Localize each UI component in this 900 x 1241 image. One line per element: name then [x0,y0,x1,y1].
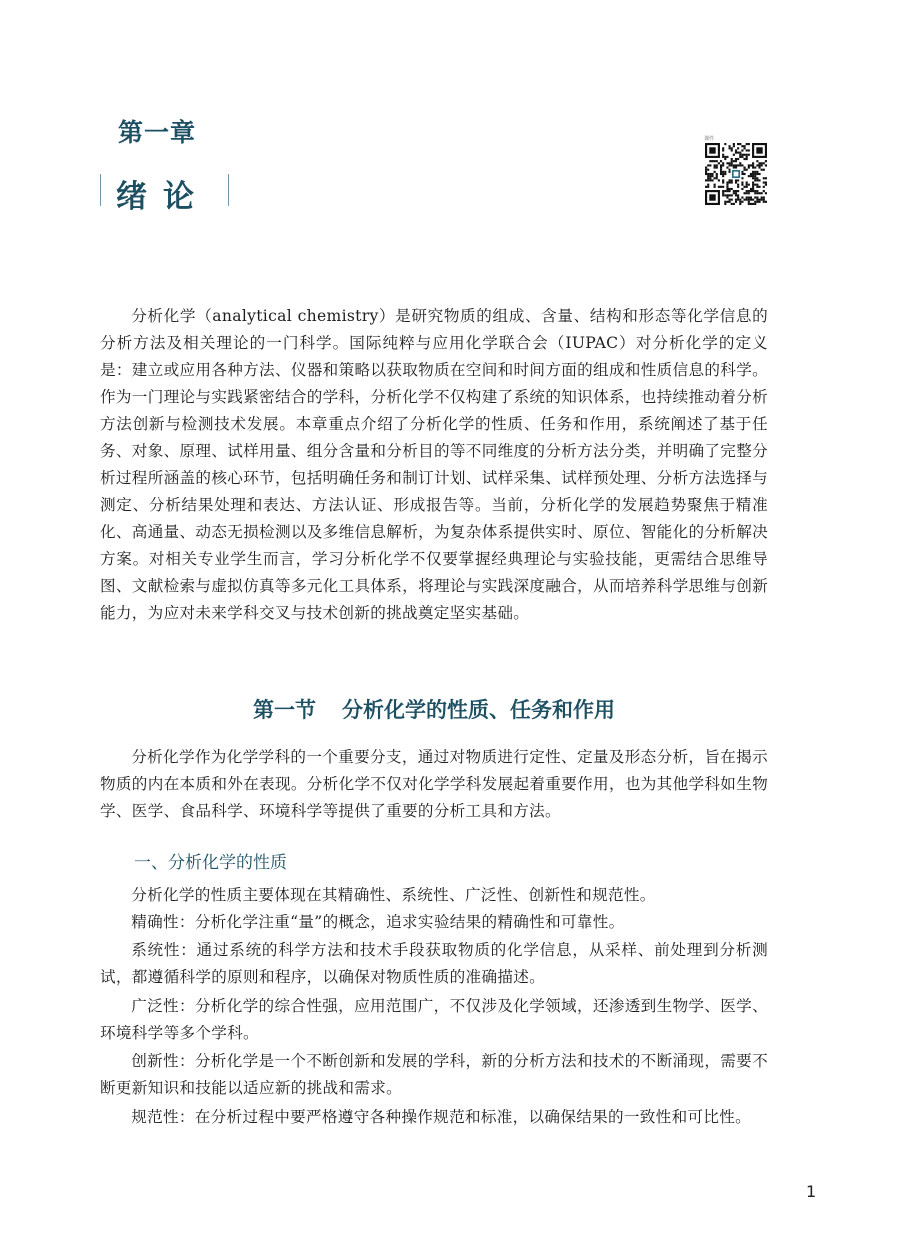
page-number: 1 [806,1182,817,1201]
chapter-title: 绪论 [116,179,210,215]
section-title-text: 分析化学的性质、任务和作用 [342,698,615,722]
chapter-title-block [100,170,230,215]
property-systematic: 系统性：通过系统的科学方法和技术手段获取物质的化学信息，从采样、前处理到分析测试，都遵循科学的原则和程序，以确保对物质性质的准确描述。 [100,941,768,986]
property-summary: 分析化学的性质主要体现在其精确性、系统性、广泛性、创新性和规范性。 [131,886,656,904]
property-broad: 广泛性：分析化学的综合性强，应用范围广，不仅涉及化学领域，还渗透到生物学、医学、环境科学等多个学科。 [100,997,768,1042]
subsection-title: 一、分析化学的性质 [134,853,287,873]
title-left-bar [100,174,101,206]
intro-paragraph: 分析化学（analytical chemistry）是研究物质的组成、含量、结构和形态等化学信息的分析方法及相关理论的一门科学。国际纯粹与应用化学联合会（IUPAC）对分析化学的定义是：建立或应用各种方法、仪器和策略以获取物质在空间和时间方面的组成和性质信息的科学。作为一门理论与实践紧密结合的学科，分析化学不仅构建了系统的知识体系，也持续推动着分析方法创新与检测技术发展。本章重点介绍了分析化学的性质、任务和作用，系统阐述了基于任务、对象、原理、试样用量、组分含量和分析目的等不同维度的分析方法分类，并明确了完整分析过程所涵盖的核心环节，包括明确任务和制订计划、试样采集、试样预处理、分析方法选择与测定、分析结果处理和表达、方法认证、形成报告等。当前，分析化学的发展趋势聚焦于精准化、高通量、动态无损检测以及多维信息解析，为复杂体系提供实时、原位、智能化的分析解决方案。对相关专业学生而言，学习分析化学不仅要掌握经典理论与实验技能，更需结合思维导图、文献检索与虚拟仿真等多元化工具体系，将理论与实践深度融合，从而培养科学思维与创新能力，为应对未来学科交叉与技术创新的挑战奠定坚实基础。 [100,307,768,622]
chapter-label: 第一章 [118,118,197,147]
section-number: 第一节 [253,698,316,722]
property-standard: 规范性：在分析过程中要严格遵守各种操作规范和标准，以确保结果的一致性和可比性。 [131,1108,752,1126]
title-right-bar [228,174,229,206]
property-innovative: 创新性：分析化学是一个不断创新和发展的学科，新的分析方法和技术的不断涌现，需要不断更新知识和技能以适应新的挑战和需求。 [100,1052,768,1097]
section-paragraph: 分析化学作为化学学科的一个重要分支，通过对物质进行定性、定量及形态分析，旨在揭示物质的内在本质和外在表现。分析化学不仅对化学学科发展起着重要作用，也为其他学科如生物学、医学、食品科学、环境科学等提供了重要的分析工具和方法。 [100,748,768,820]
section-title [100,694,768,724]
qr-caption: 课件 [704,136,715,142]
qr-code-icon[interactable] [705,143,767,205]
property-precision: 精确性：分析化学注重“量”的概念，追求实验结果的精确性和可靠性。 [131,913,625,931]
